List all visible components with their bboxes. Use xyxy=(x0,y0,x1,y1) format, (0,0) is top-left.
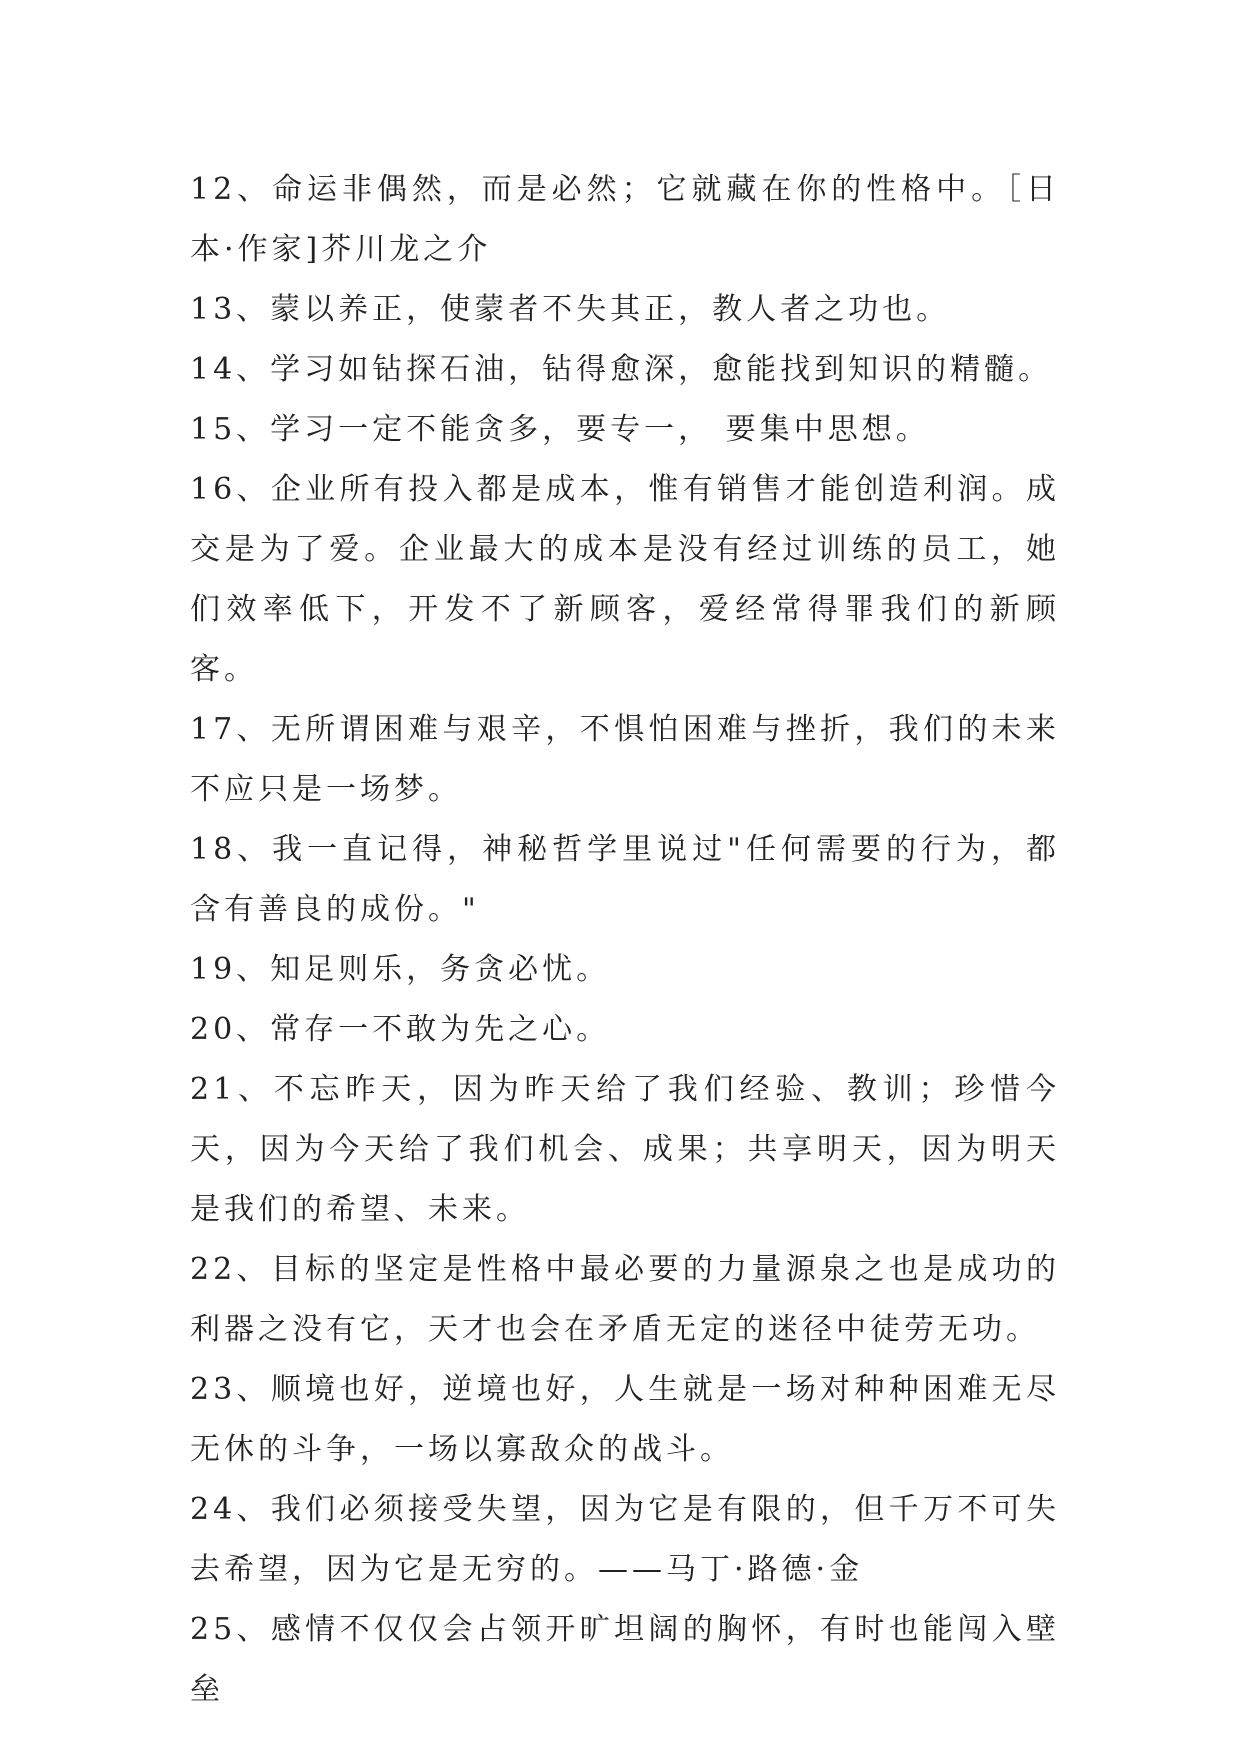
quote-entry-14: 14、学习如钻探石油，钻得愈深，愈能找到知识的精髓。 xyxy=(190,352,1053,387)
quote-entry-20: 20、常存一不敢为先之心。 xyxy=(190,1012,611,1047)
quote-entry-24: 24、我们必须接受失望，因为它是有限的，但千万不可失去希望，因为它是无穷的。——马丁·路德·金 xyxy=(190,1492,1060,1587)
quote-entry-12: 12、命运非偶然，而是必然；它就藏在你的性格中。［日本·作家]芥川龙之介 xyxy=(190,172,1060,267)
quote-entry-23: 23、顺境也好，逆境也好，人生就是一场对种种困难无尽无休的斗争，一场以寡敌众的战斗。 xyxy=(190,1372,1060,1467)
quote-entry-22: 22、目标的坚定是性格中最必要的力量源泉之也是成功的利器之没有它，天才也会在矛盾无定的迷径中徒劳无功。 xyxy=(190,1252,1060,1347)
quote-entry-17: 17、无所谓困难与艰辛，不惧怕困难与挫折，我们的未来不应只是一场梦。 xyxy=(190,712,1060,807)
quote-entry-19: 19、知足则乐，务贪必忧。 xyxy=(190,952,611,987)
quote-entry-15: 15、学习一定不能贪多，要专一， 要集中思想。 xyxy=(190,412,930,447)
quote-entry-21: 21、不忘昨天，因为昨天给了我们经验、教训；珍惜今天，因为今天给了我们机会、成果；共享明天，因为明天是我们的希望、未来。 xyxy=(190,1072,1060,1227)
quote-entry-18: 18、我一直记得，神秘哲学里说过"任何需要的行为，都含有善良的成份。" xyxy=(190,832,1060,927)
quote-entry-13: 13、蒙以养正，使蒙者不失其正，教人者之功也。 xyxy=(190,292,951,327)
document-body xyxy=(190,160,1060,1720)
quote-entry-16: 16、企业所有投入都是成本，惟有销售才能创造利润。成交是为了爱。企业最大的成本是没有经过训练的员工，她们效率低下，开发不了新顾客，爱经常得罪我们的新顾客。 xyxy=(190,472,1060,687)
quote-entry-25: 25、感情不仅仅会占领开旷坦阔的胸怀，有时也能闯入壁垒 xyxy=(190,1612,1060,1707)
